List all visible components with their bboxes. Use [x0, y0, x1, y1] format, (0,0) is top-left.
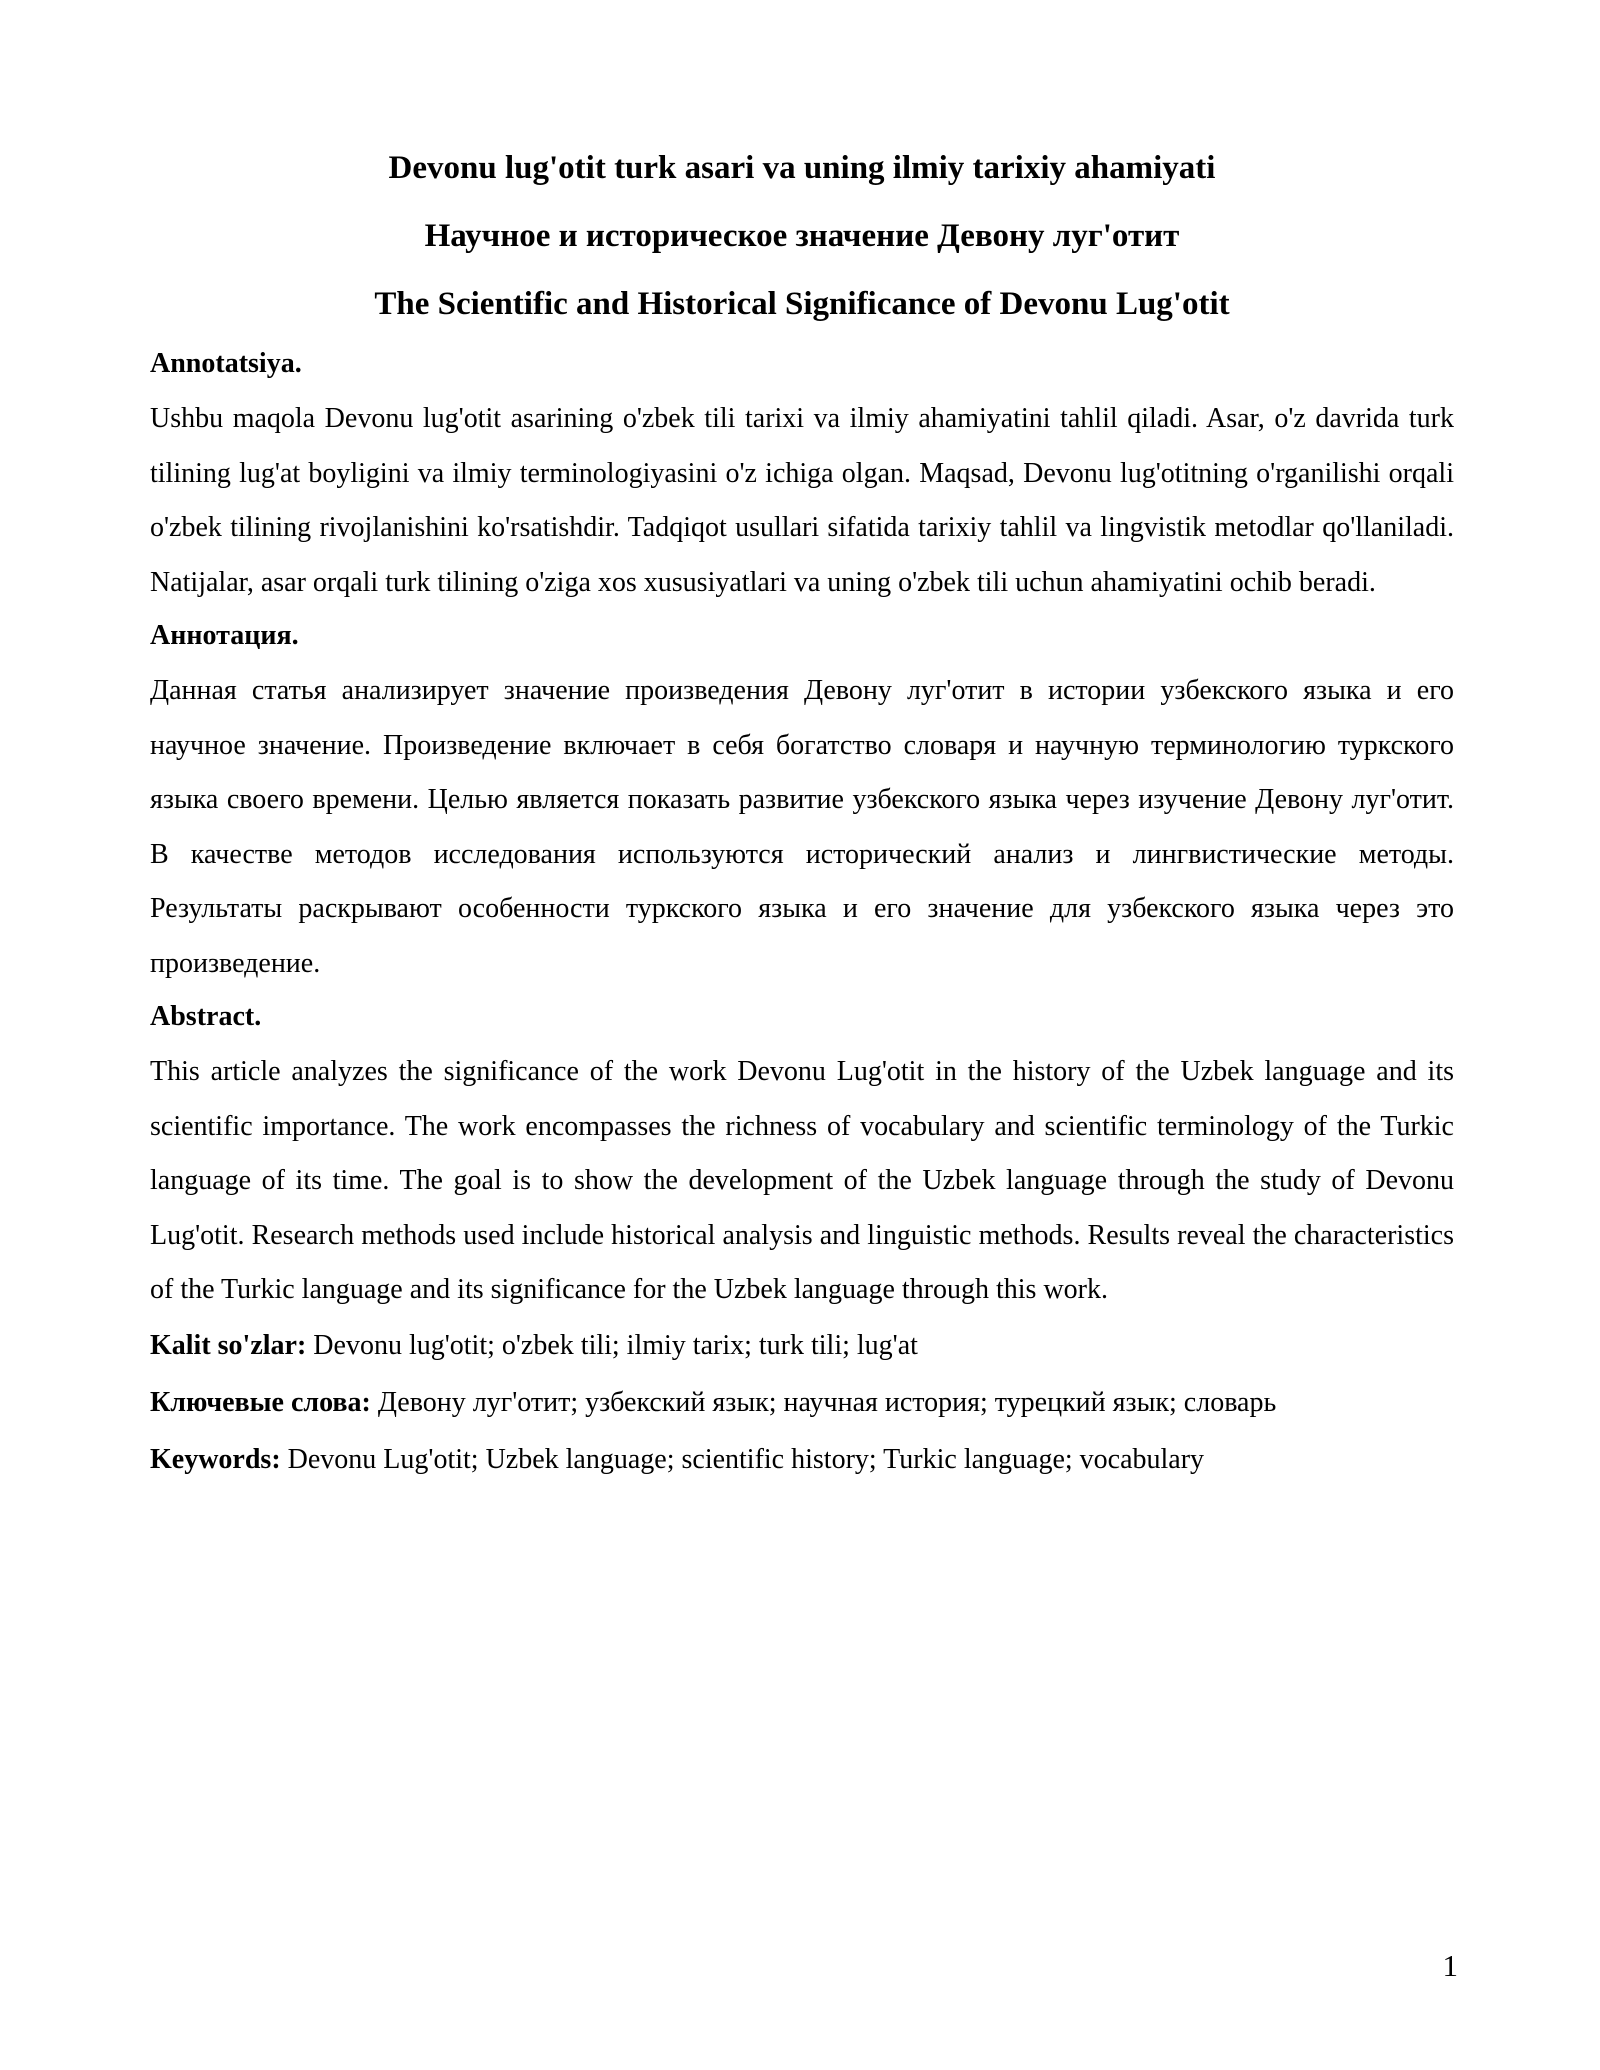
page-number: 1 — [1442, 1948, 1458, 1983]
keywords-label-english: Keywords: — [150, 1443, 281, 1475]
keywords-label-uzbek: Kalit so'zlar: — [150, 1329, 307, 1361]
keywords-uzbek — [150, 1326, 1454, 1366]
keywords-list-english: Devonu Lug'otit; Uzbek language; scientific history; Turkic language; vocabulary — [280, 1443, 1205, 1475]
title-russian: Научное и историческое значение Девону луг'отит — [424, 218, 1180, 254]
abstract-text-russian: Данная статья анализирует значение произведения Девону луг'отит в истории узбекского языка и его научное значение. Произведение включает в себя богатство словаря и научную терминологию туркского языка своего времени. Целью является показать развитие узбекского языка через изучение Девону луг'отит. В качестве методов исследования используются исторический анализ и лингвистические методы. Результаты раскрывают особенности туркского языка и его значение для узбекского языка через это произведение. — [150, 675, 1454, 979]
abstract-text-english: This article analyzes the significance of the work Devonu Lug'otit in the history of the Uzbek language and its scientific importance. The work encompasses the richness of vocabulary and scientific terminology of the Turkic language of its time. The goal is to show the development of the Uzbek language through the study of Devonu Lug'otit. Research methods used include historical analysis and linguistic methods. Results reveal the characteristics of the Turkic language and its significance for the Uzbek language through this work. — [150, 1056, 1454, 1305]
abstract-heading-uzbek: Annotatsiya. — [150, 348, 302, 379]
abstract-heading-russian: Аннотация. — [150, 620, 299, 651]
article-content — [150, 148, 1454, 1497]
keywords-russian — [150, 1383, 1454, 1423]
keywords-english — [150, 1440, 1454, 1480]
abstract-heading-english: Abstract. — [150, 1001, 262, 1032]
keywords-list-russian: Девону луг'отит; узбекский язык; научная история; турецкий язык; словарь — [370, 1386, 1277, 1418]
abstract-text-uzbek: Ushbu maqola Devonu lug'otit asarining o'zbek tili tarixi va ilmiy ahamiyatini tahlil qiladi. Asar, o'z davrida turk tilining lug'at boyligini va ilmiy terminologiyasini o'z ichiga olgan. Maqsad, Devonu lug'otitning o'rganilishi orqali o'zbek tilining rivojlanishini ko'rsatishdir. Tadqiqot usullari sifatida tarixiy tahlil va lingvistik metodlar qo'llaniladi. Natijalar, asar orqali turk tilining o'ziga xos xususiyatlari va uning o'zbek tili uchun ahamiyatini ochib beradi. — [150, 403, 1454, 598]
keywords-label-russian: Ключевые слова: — [150, 1386, 371, 1418]
title-uzbek: Devonu lug'otit turk asari va uning ilmiy tarixiy ahamiyati — [388, 150, 1216, 186]
keywords-list-uzbek: Devonu lug'otit; o'zbek tili; ilmiy tarix; turk tili; lug'at — [306, 1329, 918, 1361]
title-english: The Scientific and Historical Significance of Devonu Lug'otit — [374, 286, 1230, 322]
